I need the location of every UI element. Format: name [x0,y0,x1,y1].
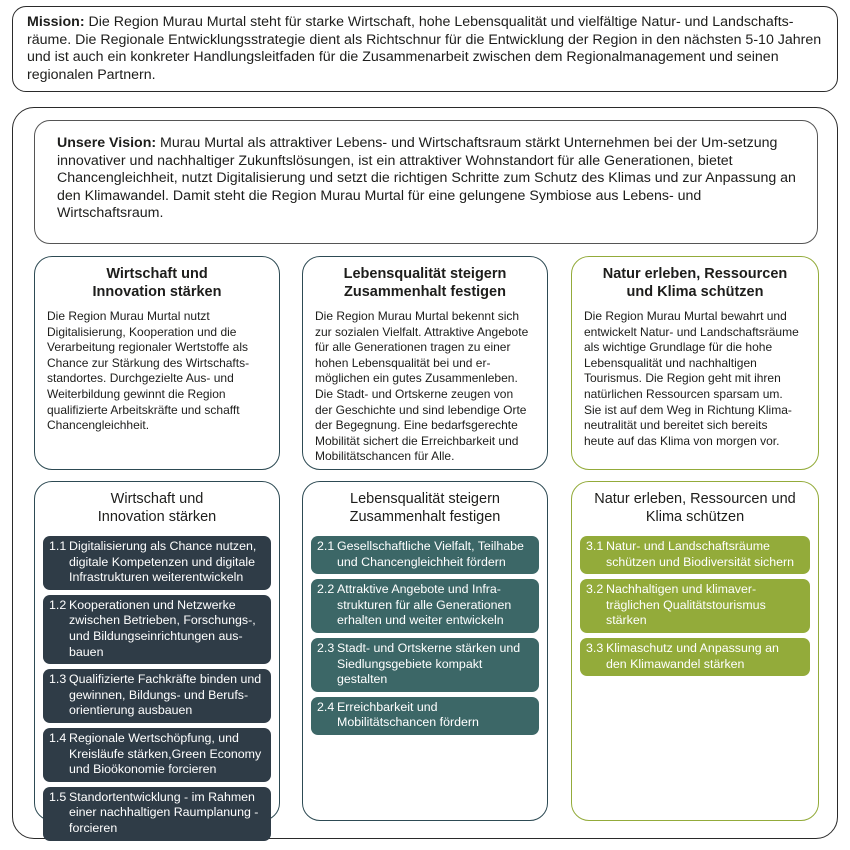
item-text: Digitalisierung als Chance nutzen, digitale Kompetenzen und digitale Infrastrukturen weiterentwickeln [69,539,257,585]
item-text: Standortentwicklung - im Rahmen einer nachhaltigen Raumplanung - forcieren [69,789,259,835]
action-item-3-1 [580,536,810,574]
desc-card-title: Lebensqualität steigern Zusammenhalt festigen [343,266,507,300]
mission-box [12,6,838,92]
item-number: 3.3 [586,640,604,655]
desc-card-text: Die Region Murau Murtal bewahrt und entwickelt Natur- und Landschaftsräume als wichtige Grundlage für die hohe Lebensqualität und nachhaltigen Tourismus. Die Region geht mit ihren natürlichen Ressourcen sparsam um. Sie ist auf dem Weg in Richtung Klima- neutralität und bereitet sich bereits heute auf das Klima von morgen vor. [584,309,799,448]
action-list-wirtschaft [34,481,280,835]
item-text: Klimaschutz und Anpassung an den Klimawandel stärken [606,640,779,671]
item-text: Regionale Wertschöpfung, und Kreisläufe stärken,Green Economy und Bioökonomie forcieren [69,730,262,777]
action-item-1-2 [43,595,271,664]
item-number: 1.1 [49,539,67,553]
action-item-2-4 [311,697,539,735]
action-item-3-2 [580,579,810,633]
action-items [43,536,271,841]
mission-text: Die Region Murau Murtal steht für starke Wirtschaft, hohe Lebensqualität und vielfältige Natur- und Landschafts-räume. Die Regionale Entwicklungsstrategie dient als Richtschnur für die Entwicklung der Region in den nächsten 5-10 Jahren und ist auch ein konkreter Handlungsleitfaden für die Zusammenarbeit zwischen dem Regionalmanagement und seinen regionalen Partnern. [27,14,822,83]
item-text: Kooperationen und Netzwerke zwischen Betrieben, Forschungs-, und Bildungseinrichtungen aus- bauen [69,597,256,659]
desc-card-natur [571,256,819,470]
item-text: Attraktive Angebote und Infra- strukturen für alle Generationen erhalten und weiter entwickeln [337,582,512,628]
item-number: 2.4 [317,699,335,714]
action-list-title: Wirtschaft und Innovation stärken [97,491,217,525]
item-text: Nachhaltigen und klimaver- träglichen Qualitätstourismus stärken [606,582,766,628]
action-item-3-3 [580,638,810,676]
item-number: 3.1 [586,539,604,553]
action-item-2-1 [311,536,539,574]
action-items [311,536,539,735]
action-list-lebensqualitaet [302,481,548,821]
item-number: 3.2 [586,582,604,597]
action-item-1-5 [43,787,271,841]
vision-label: Unsere Vision: [57,135,157,151]
item-text: Stadt- und Ortskerne stärken und Siedlungsgebiete kompakt gestalten [337,640,521,687]
desc-card-text: Die Region Murau Murtal nutzt Digitalisierung, Kooperation und die Verarbeitung regionaler Wertstoffe als Chance zur Stärkung des Wirtschafts- standortes. Durchgezielte Aus- und Weiterbildung gewinnt die Region qualifizierte Arbeitskräfte und schafft Chancengleichheit. [47,309,250,433]
action-item-1-4 [43,728,271,782]
vision-text: Murau Murtal als attraktiver Lebens- und Wirtschaftsraum stärkt Unternehmen bei der Um-setzung innovativer und nachhaltiger Zukunftslösungen, ist ein attraktiver Wohnstandort für alle Generationen, bietet Chancengleichheit, nutzt Digitalisierung und setzt die richtigen Schritte zum Schutz des Klimas und zur Anpassung an den Klimawandel. Damit steht die Region Murau Murtal für eine gelungene Symbiose aus Lebens- und Wirtschaftsraum. [57,135,796,222]
item-number: 2.2 [317,582,335,597]
vision-box [34,120,818,244]
action-item-1-1 [43,536,271,590]
action-items [580,536,810,676]
item-number: 1.4 [49,730,67,745]
desc-card-title: Natur erleben, Ressourcen und Klima schützen [602,266,788,300]
item-number: 1.5 [49,789,67,804]
action-list-title: Lebensqualität steigern Zusammenhalt festigen [349,491,501,525]
action-item-2-3 [311,638,539,692]
item-number: 1.2 [49,597,67,612]
action-item-2-2 [311,579,539,633]
item-text: Qualifizierte Fachkräfte binden und gewinnen, Bildungs- und Berufs- orientierung ausbauen [69,672,262,718]
item-number: 2.1 [317,539,335,553]
desc-card-wirtschaft [34,256,280,470]
mission-label: Mission: [27,14,85,30]
desc-card-text: Die Region Murau Murtal bekennt sich zur sozialen Vielfalt. Attraktive Angebote für alle Generationen tragen zu einer hohen Lebensqualität bei und er- möglichen ein gutes Zusammenleben. Die Stadt- und Ortskerne zeugen von der Geschichte und sind lebendige Orte der Begegnung. Eine bedarfsgerechte Mobilität sichert die Erreichbarkeit und Mobilitätschancen für Alle. [315,309,529,464]
action-list-title: Natur erleben, Ressourcen und Klima schützen [594,491,796,525]
item-number: 2.3 [317,640,335,655]
item-text: Natur- und Landschaftsräume schützen und Biodiversität sichern [606,539,795,569]
item-text: Gesellschaftliche Vielfalt, Teilhabe und Chancengleichheit fördern [337,539,524,569]
action-item-1-3 [43,669,271,723]
item-text: Erreichbarkeit und Mobilitätschancen fördern [337,699,479,730]
desc-card-title: Wirtschaft und Innovation stärken [92,266,222,300]
action-list-natur [571,481,819,821]
desc-card-lebensqualitaet [302,256,548,470]
item-number: 1.3 [49,672,67,687]
